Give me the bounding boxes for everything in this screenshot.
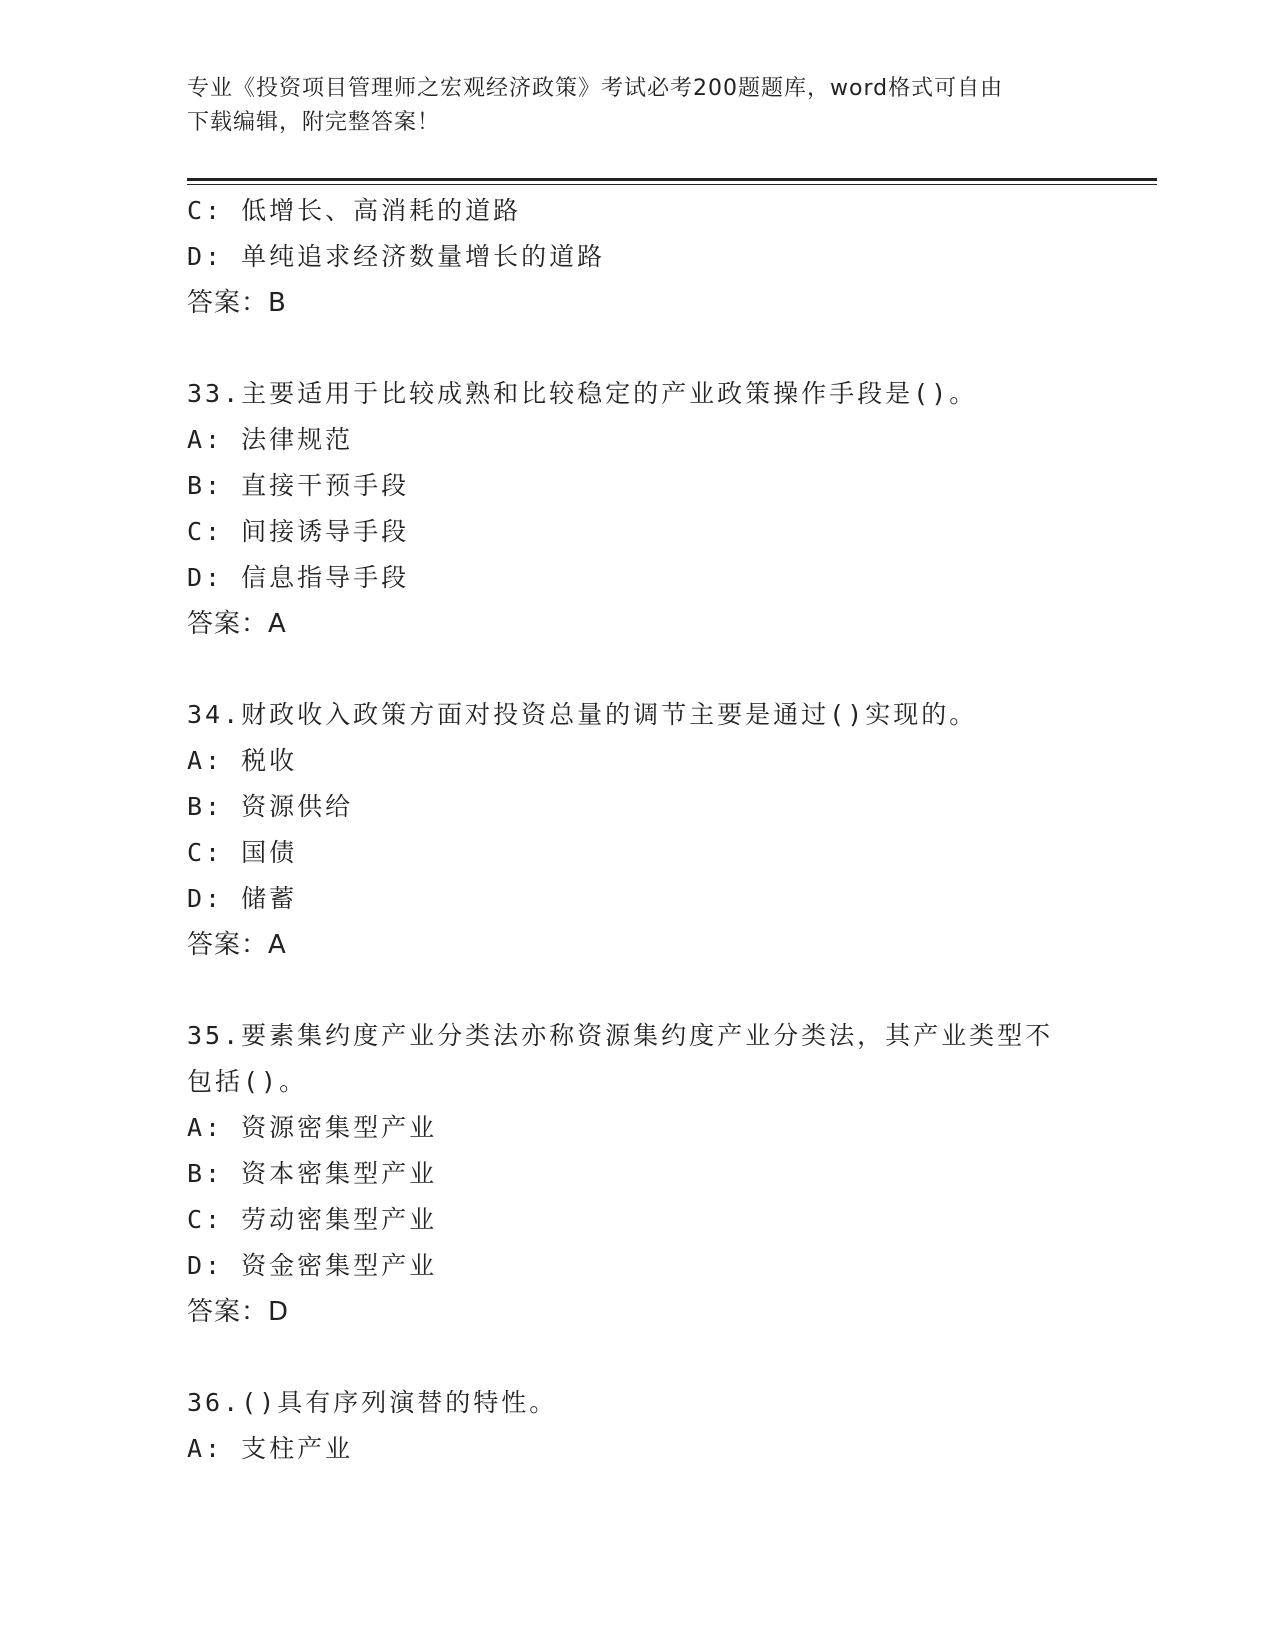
option-c: C: 间接诱导手段 (187, 517, 410, 546)
question-stem-35-cont: 包括()。 (187, 1067, 308, 1096)
question-stem-34: 34.财政收入政策方面对投资总量的调节主要是通过()实现的。 (187, 700, 978, 729)
header-line-1: 专业《投资项目管理师之宏观经济政策》考试必考200题题库，word格式可自由 (187, 76, 1004, 101)
option-d: D: 信息指导手段 (187, 563, 410, 592)
spacer (187, 647, 1087, 692)
question-content (187, 188, 1087, 1472)
answer-line: 答案：D (187, 1297, 290, 1327)
answer-line: 答案：B (187, 288, 287, 318)
option-a: A: 资源密集型产业 (187, 1113, 438, 1142)
spacer (187, 326, 1087, 371)
option-c: C: 低增长、高消耗的道路 (187, 196, 522, 225)
answer-line: 答案：A (187, 930, 287, 960)
option-d: D: 储蓄 (187, 884, 298, 913)
spacer (187, 1335, 1087, 1380)
question-stem-33: 33.主要适用于比较成熟和比较稳定的产业政策操作手段是()。 (187, 379, 978, 408)
document-header (187, 72, 1087, 140)
option-c: C: 国债 (187, 838, 298, 867)
option-a: A: 支柱产业 (187, 1434, 354, 1463)
answer-line: 答案：A (187, 609, 287, 639)
header-rule-thin (187, 184, 1157, 185)
header-line-2: 下载编辑，附完整答案！ (187, 110, 441, 135)
option-a: A: 法律规范 (187, 425, 354, 454)
option-c: C: 劳动密集型产业 (187, 1205, 438, 1234)
option-b: B: 资源供给 (187, 792, 354, 821)
header-rule-thick (187, 178, 1157, 181)
spacer (187, 968, 1087, 1013)
option-b: B: 资本密集型产业 (187, 1159, 438, 1188)
question-stem-36: 36.()具有序列演替的特性。 (187, 1388, 558, 1417)
option-a: A: 税收 (187, 746, 298, 775)
question-stem-35: 35.要素集约度产业分类法亦称资源集约度产业分类法，其产业类型不 (187, 1021, 1054, 1050)
option-b: B: 直接干预手段 (187, 471, 410, 500)
option-d: D: 资金密集型产业 (187, 1251, 438, 1280)
option-d: D: 单纯追求经济数量增长的道路 (187, 242, 606, 271)
